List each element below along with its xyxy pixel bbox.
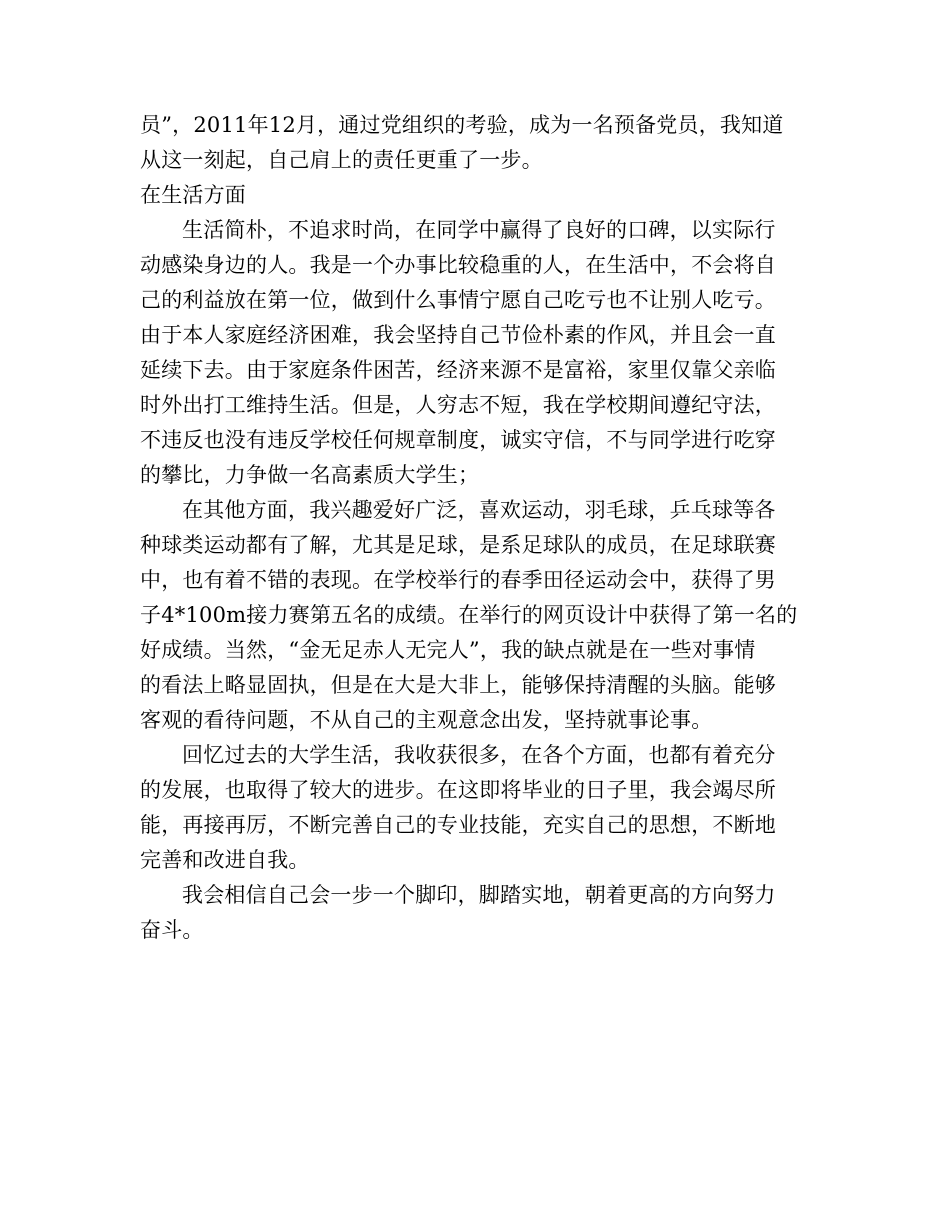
text-line: 不违反也没有违反学校任何规章制度，诚实守信，不与同学进行吃穿 [140, 428, 776, 452]
paragraph-first-line: 在其他方面，我兴趣爱好广泛，喜欢运动，羽毛球，乒乓球等各 [182, 498, 776, 522]
text-line: 子4*100m接力赛第五名的成绩。在举行的网页设计中获得了第一名的 [140, 603, 798, 627]
text-line: 奋斗。 [140, 918, 204, 942]
text-line: 客观的看待问题，不从自己的主观意念出发，坚持就事论事。 [140, 708, 713, 732]
text-line: 的攀比，力争做一名高素质大学生； [140, 463, 480, 487]
text-line: 的看法上略显固执，但是在大是大非上，能够保持清醒的头脑。能够 [140, 673, 776, 697]
text-line: 种球类运动都有了解，尤其是足球，是系足球队的成员，在足球联赛 [140, 533, 776, 557]
text-line: 己的利益放在第一位，做到什么事情宁愿自己吃亏也不让别人吃亏。 [140, 288, 776, 312]
document-body [140, 108, 812, 948]
text-line: 员”，2011年12月，通过党组织的考验，成为一名预备党员，我知道 [140, 113, 784, 137]
text-line: 由于本人家庭经济困难，我会坚持自己节俭朴素的作风，并且会一直 [140, 323, 776, 347]
text-line: 时外出打工维持生活。但是，人穷志不短，我在学校期间遵纪守法， [140, 393, 776, 417]
text-line: 延续下去。由于家庭条件困苦，经济来源不是富裕，家里仅靠父亲临 [140, 358, 776, 382]
paragraph-first-line: 我会相信自己会一步一个脚印，脚踏实地，朝着更高的方向努力 [182, 883, 776, 907]
text-line: 好成绩。当然，“金无足赤人无完人”，我的缺点就是在一些对事情 [140, 638, 756, 662]
text-line: 的发展，也取得了较大的进步。在这即将毕业的日子里，我会竭尽所 [140, 778, 776, 802]
text-line: 动感染身边的人。我是一个办事比较稳重的人，在生活中，不会将自 [140, 253, 776, 277]
text-line: 中，也有着不错的表现。在学校举行的春季田径运动会中，获得了男 [140, 568, 776, 592]
paragraph-first-line: 回忆过去的大学生活，我收获很多，在各个方面，也都有着充分 [182, 743, 776, 767]
section-heading-life: 在生活方面 [140, 183, 246, 207]
text-line: 从这一刻起，自己肩上的责任更重了一步。 [140, 148, 543, 172]
paragraph-first-line: 生活简朴，不追求时尚，在同学中赢得了良好的口碑，以实际行 [182, 218, 776, 242]
text-line: 完善和改进自我。 [140, 848, 310, 872]
text-line: 能，再接再厉，不断完善自己的专业技能，充实自己的思想，不断地 [140, 813, 776, 837]
